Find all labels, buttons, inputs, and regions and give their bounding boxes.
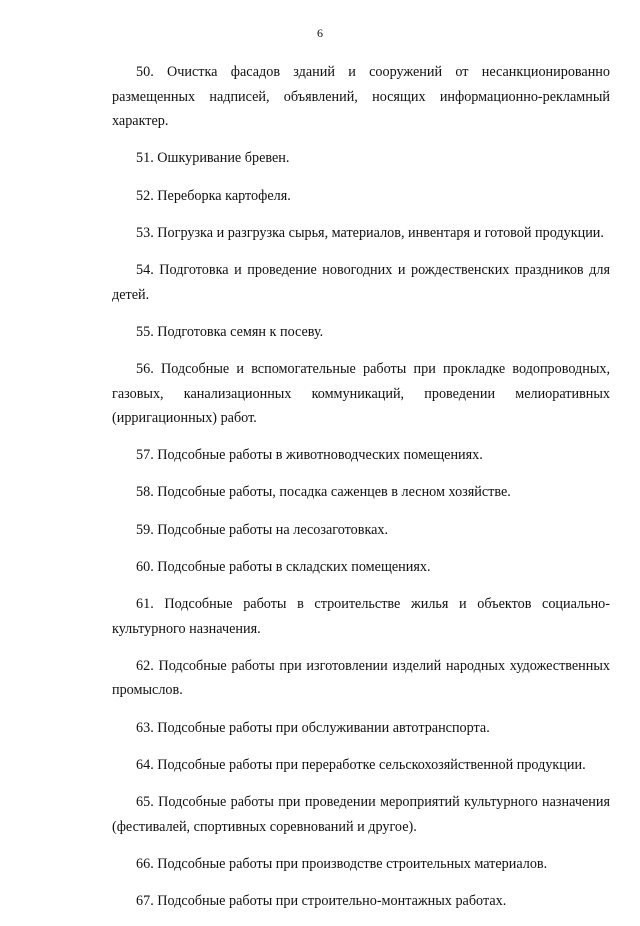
- list-item-53: 53. Погрузка и разгрузка сырья, материалов, инвентаря и готовой продукции.: [136, 224, 604, 241]
- list-item-55: 55. Подготовка семян к посеву.: [136, 323, 324, 340]
- list-item-54: 54. Подготовка и проведение новогодних и рождественских праздников для детей.: [112, 261, 610, 303]
- list-item-67: 67. Подсобные работы при строительно-монтажных работах.: [136, 892, 507, 909]
- list-item-61: 61. Подсобные работы в строительстве жилья и объектов социально-культурного назначения.: [112, 596, 610, 637]
- list-item-59: 59. Подсобные работы на лесозаготовках.: [136, 521, 389, 538]
- list-item-52: 52. Переборка картофеля.: [136, 187, 291, 204]
- list-item-57: 57. Подсобные работы в животноводческих помещениях.: [136, 447, 483, 464]
- list-item-63: 63. Подсобные работы при обслуживании автотранспорта.: [136, 719, 490, 736]
- list-item-65: 65. Подсобные работы при проведении мероприятий культурного назначения (фестивалей, спортивных соревнований и другое).: [112, 793, 610, 835]
- list-item-51: 51. Ошкуривание бревен.: [136, 150, 290, 167]
- list-item-58: 58. Подсобные работы, посадка саженцев в лесном хозяйстве.: [136, 484, 511, 501]
- list-item-64: 64. Подсобные работы при переработке сельскохозяйственной продукции.: [136, 756, 586, 773]
- list-item-60: 60. Подсобные работы в складских помещениях.: [136, 558, 431, 575]
- list-item-50: 50. Очистка фасадов зданий и сооружений от несанкционированно размещенных надписей, объявлений, носящих информационно-рекламный характер.: [112, 64, 610, 130]
- list-item-56: 56. Подсобные и вспомогательные работы при прокладке водопроводных, газовых, канализационных коммуникаций, проведении мелиоративных (ирригационных) работ.: [112, 360, 610, 427]
- page-number: 6: [317, 26, 323, 40]
- document-body: [112, 60, 610, 926]
- list-item-62: 62. Подсобные работы при изготовлении изделий народных художественных промыслов.: [112, 657, 610, 699]
- list-item-66: 66. Подсобные работы при производстве строительных материалов.: [136, 855, 548, 872]
